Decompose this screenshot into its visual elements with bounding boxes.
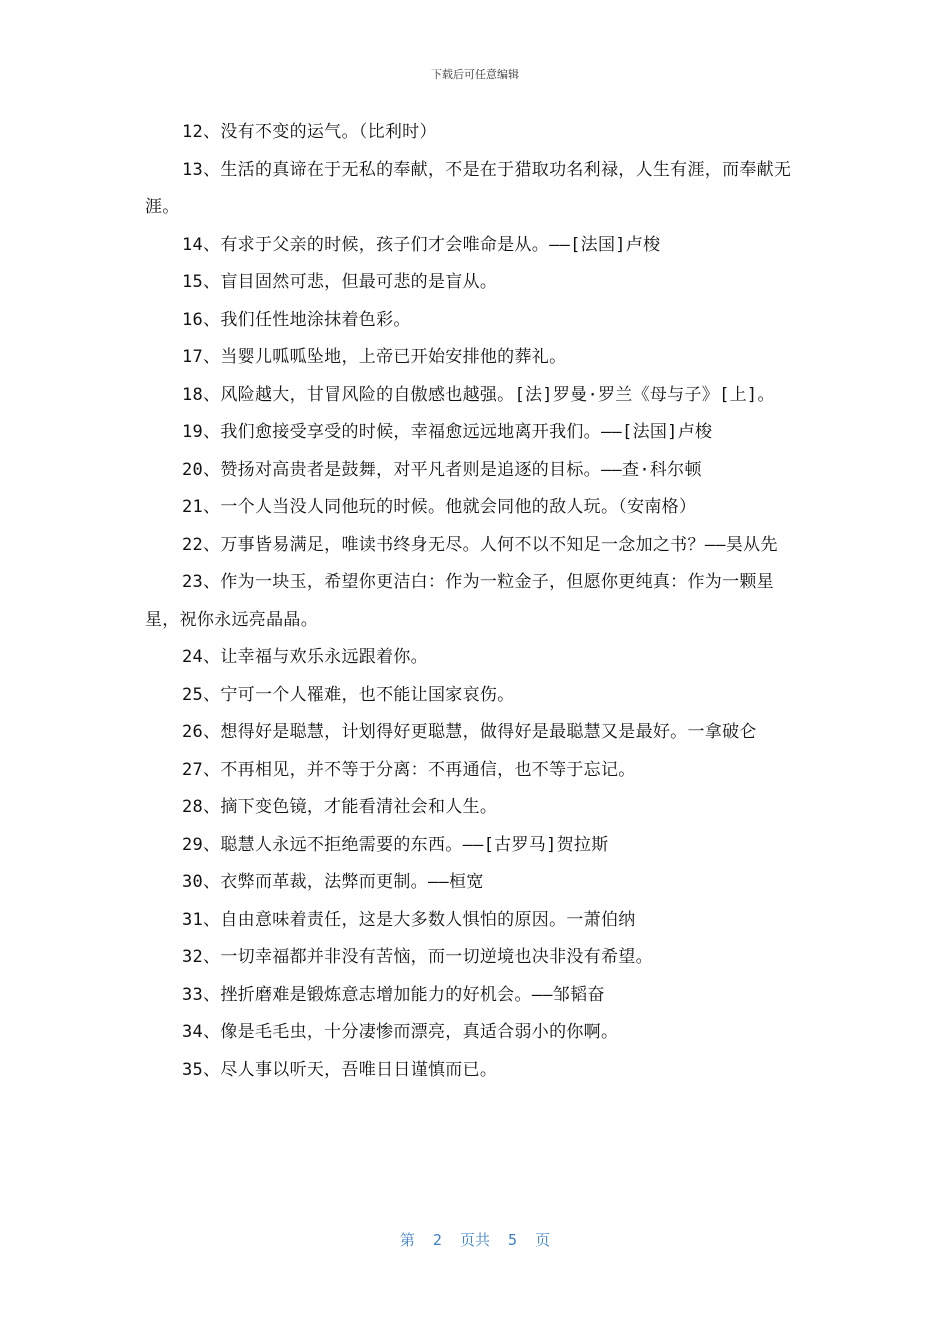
quote-paragraph: 19、我们愈接受享受的时候，幸福愈远远地离开我们。——[法国]卢梭 <box>182 422 713 442</box>
quote-paragraph: 27、不再相见，并不等于分离：不再通信，也不等于忘记。 <box>182 759 636 780</box>
quote-paragraph: 29、聪慧人永远不拒绝需要的东西。——[古罗马]贺拉斯 <box>182 834 609 855</box>
quote-list <box>145 114 797 1089</box>
quote-paragraph: 26、想得好是聪慧，计划得好更聪慧，做得好是最聪慧又是最好。一拿破仑 <box>182 722 757 742</box>
quote-paragraph: 30、衣弊而革裁，法弊而更制。——桓宽 <box>182 872 484 892</box>
quote-paragraph: 15、盲目固然可悲，但最可悲的是盲从。 <box>182 272 498 292</box>
quote-paragraph: 23、作为一块玉，希望你更洁白：作为一粒金子，但愿你更纯真：作为一颗星星，祝你永远亮晶晶。 <box>145 572 774 630</box>
quote-paragraph: 20、赞扬对高贵者是鼓舞，对平凡者则是追逐的目标。——查·科尔顿 <box>182 459 702 480</box>
quote-paragraph: 13、生活的真谛在于无私的奉献，不是在于猎取功名利禄，人生有涯，而奉献无涯。 <box>145 159 792 217</box>
quote-paragraph: 32、一切幸福都并非没有苦恼，而一切逆境也决非没有希望。 <box>182 947 653 967</box>
quote-paragraph: 21、一个人当没人同他玩的时候。他就会同他的敌人玩。（安南格） <box>182 497 697 517</box>
quote-paragraph: 17、当婴儿呱呱坠地，上帝已开始安排他的葬礼。 <box>182 347 567 367</box>
quote-paragraph: 25、宁可一个人罹难，也不能让国家哀伤。 <box>182 684 515 705</box>
quote-paragraph: 14、有求于父亲的时候，孩子们才会唯命是从。——[法国]卢梭 <box>182 234 661 255</box>
quote-paragraph: 24、让幸福与欢乐永远跟着你。 <box>182 647 428 667</box>
quote-paragraph: 28、摘下变色镜，才能看清社会和人生。 <box>182 797 498 817</box>
quote-paragraph: 35、尽人事以听天，吾唯日日谨慎而已。 <box>182 1059 498 1080</box>
quote-paragraph: 22、万事皆易满足，唯读书终身无尽。人何不以不知足一念加之书？——昊从先 <box>182 534 778 555</box>
quote-paragraph: 16、我们任性地涂抹着色彩。 <box>182 309 411 330</box>
quote-paragraph: 12、没有不变的运气。（比利时） <box>182 122 437 142</box>
page-number-footer: 第 2 页共 5 页 <box>399 1231 551 1249</box>
quote-paragraph: 31、自由意味着责任，这是大多数人惧怕的原因。一萧伯纳 <box>182 909 636 930</box>
quote-paragraph: 33、挫折磨难是锻炼意志增加能力的好机会。——邹韬奋 <box>182 984 605 1005</box>
quote-paragraph: 34、像是毛毛虫，十分凄惨而漂亮，真适合弱小的你啊。 <box>182 1022 619 1042</box>
quote-paragraph: 18、风险越大，甘冒风险的自傲感也越强。[法]罗曼·罗兰《母与子》[上]。 <box>182 384 775 405</box>
header-note: 下载后可任意编辑 <box>431 68 519 81</box>
